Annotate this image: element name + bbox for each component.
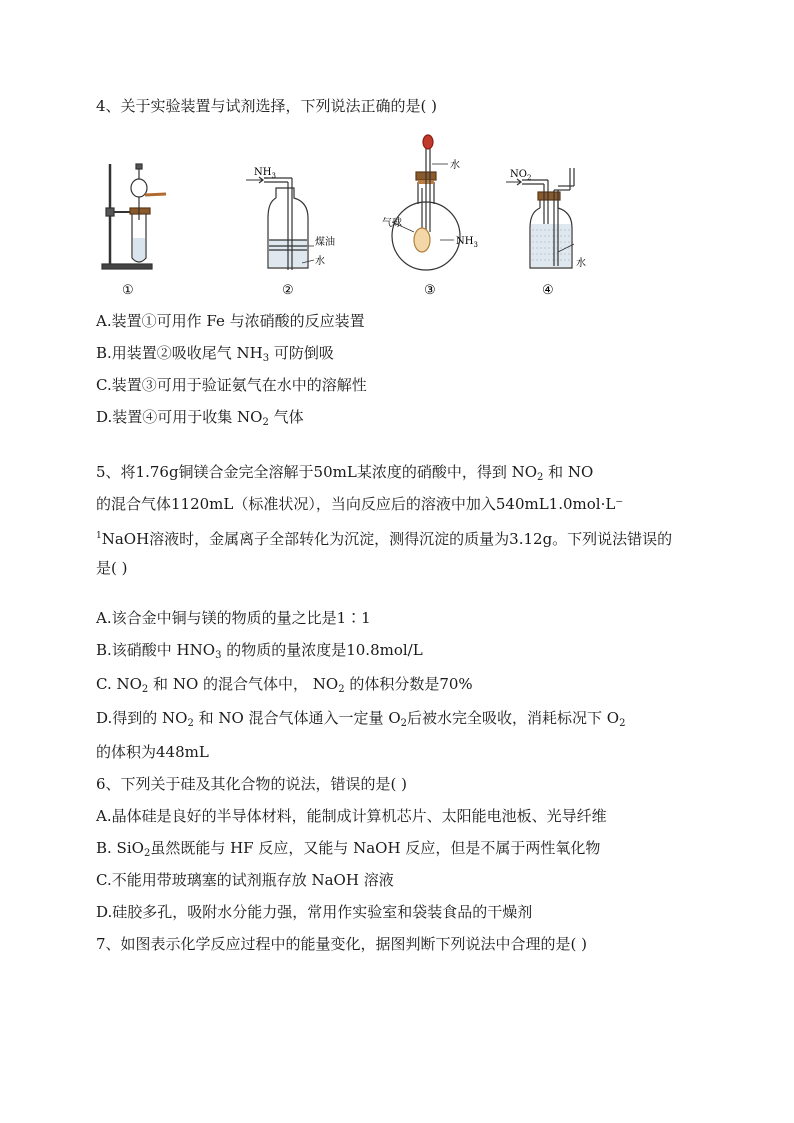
q4-option-d: D.装置④可用于收集 $NO_2$ 气体 xyxy=(96,408,304,428)
q6-stem: 6、下列关于硅及其化合物的说法，错误的是( ) xyxy=(96,775,408,793)
q4-stem: 4、关于实验装置与试剂选择，下列说法正确的是( ) xyxy=(96,97,438,115)
q7-stem: 7、如图表示化学反应过程中的能量变化，据图判断下列说法中合理的是( ) xyxy=(96,935,588,953)
apparatus-4 xyxy=(506,168,574,268)
nh3-label-2-sub: 3 xyxy=(271,172,276,180)
q6-option-c: C.不能用带玻璃塞的试剂瓶存放 NaOH 溶液 xyxy=(96,871,394,889)
q6-option-a: A.晶体硅是良好的半导体材料，能制成计算机芯片、太阳能电池板、光导纤维 xyxy=(96,807,607,825)
no2-label-4-sub: 2 xyxy=(526,174,532,182)
svg-text:NO2 xyxy=(510,169,531,182)
q6-option-b: B. SiO$_2$虽然既能与 HF 反应，又能与 NaOH 反应，但是不属于两性氧化物 xyxy=(96,839,601,859)
q4-option-b: B.用装置②吸收尾气 $NH_3$ 可防倒吸 xyxy=(96,344,334,364)
apparatus-3 xyxy=(392,135,460,270)
no2-label-4: NO xyxy=(510,169,527,180)
q5-line-1: 5、将1.76g铜镁合金完全溶解于50mL某浓度的硝酸中，得到 $NO_2$ 和 NO xyxy=(96,463,594,483)
nh3-label-2: NH xyxy=(254,167,272,178)
q6-option-d: D.硅胶多孔，吸附水分能力强，常用作实验室和袋装食品的干燥剂 xyxy=(96,903,533,921)
fig-number-3: ③ xyxy=(424,283,436,298)
nh3-label-3-sub: 3 xyxy=(473,241,478,249)
q5-option-b: B.该硝酸中 $HNO_3$ 的物质的量浓度是10.8mol/L xyxy=(96,641,423,661)
water-label-3: 水 xyxy=(450,160,460,171)
q5-option-a: A.该合金中铜与镁的物质的量之比是1∶1 xyxy=(96,609,371,627)
nh3-label-3: NH xyxy=(456,236,474,247)
q5-option-d: D.得到的 $NO_2$ 和 NO 混合气体通入一定量 $O_2$后被水完全吸收，消耗标况下 $O_2$ xyxy=(96,709,626,729)
q4-option-c: C.装置③可用于验证氨气在水中的溶解性 xyxy=(96,376,367,394)
kerosene-label: 煤油 xyxy=(315,237,335,248)
q5-line-2: 的混合气体1120mL（标准状况），当向反应后的溶液中加入540mL1.0mol·L⁻ xyxy=(96,495,624,513)
q5-line-3: $^1$NaOH溶液时，金属离子全部转化为沉淀，测得沉淀的质量为3.12g。下列说法错误的 xyxy=(96,530,673,548)
apparatus-1 xyxy=(102,164,166,269)
q5-line-4: 是( ) xyxy=(96,559,128,577)
fig-number-4: ④ xyxy=(542,283,554,298)
balloon-label: 气球 xyxy=(382,218,402,229)
fig-number-2: ② xyxy=(282,283,294,298)
svg-text:NH3 xyxy=(456,236,478,249)
water-label-2: 水 xyxy=(315,256,325,267)
q5-option-c: C. $NO_2$ 和 NO 的混合气体中， $NO_2$ 的体积分数是70% xyxy=(96,675,473,695)
apparatus-2 xyxy=(246,177,314,270)
water-label-4: 水 xyxy=(576,258,586,269)
apparatus-figure xyxy=(96,128,596,300)
q5-option-d-line-2: 的体积为448mL xyxy=(96,743,209,761)
q4-option-a: A.装置①可用作 Fe 与浓硝酸的反应装置 xyxy=(96,312,365,330)
fig-number-1: ① xyxy=(122,283,134,298)
